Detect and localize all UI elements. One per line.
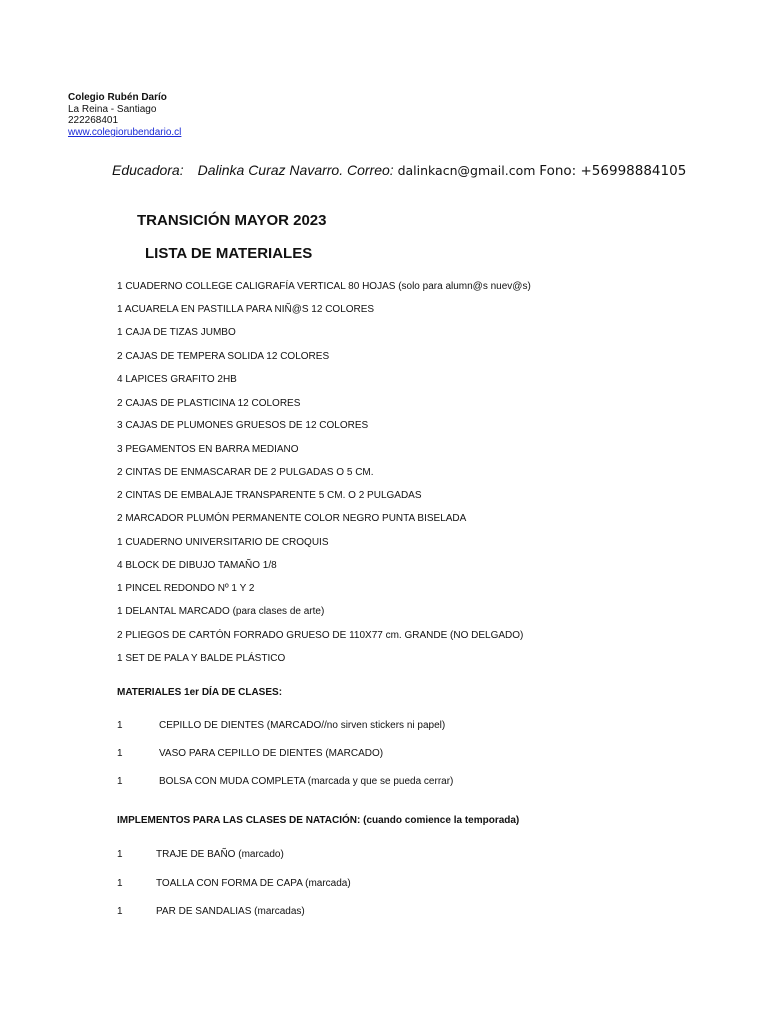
educadora-fono: Fono: +56998884105 (539, 163, 687, 179)
first-day-qty: 1 (117, 720, 123, 731)
first-day-qty: 1 (117, 776, 123, 787)
material-item: 1 CUADERNO UNIVERSITARIO DE CROQUIS (117, 537, 329, 548)
material-item: 2 PLIEGOS DE CARTÓN FORRADO GRUESO DE 110X77 cm. GRANDE (NO DELGADO) (117, 630, 524, 641)
first-day-item: VASO PARA CEPILLO DE DIENTES (MARCADO) (159, 748, 384, 759)
swimming-qty: 1 (117, 906, 123, 917)
material-item: 4 LAPICES GRAFITO 2HB (117, 374, 237, 385)
material-item: 1 SET DE PALA Y BALDE PLÁSTICO (117, 653, 286, 664)
material-item: 1 CUADERNO COLLEGE CALIGRAFÍA VERTICAL 80 HOJAS (solo para alumn@s nuev@s) (117, 281, 531, 292)
material-item: 3 CAJAS DE PLUMONES GRUESOS DE 12 COLORES (117, 420, 369, 431)
educadora-name: Dalinka Curaz Navarro. Correo: (197, 162, 394, 178)
swimming-heading: IMPLEMENTOS PARA LAS CLASES DE NATACIÓN: (cuando comience la temporada) (117, 815, 520, 826)
school-phone: 222268401 (68, 115, 119, 126)
school-name: Colegio Rubén Darío (68, 92, 167, 103)
educadora-line (112, 162, 686, 179)
first-day-item: BOLSA CON MUDA COMPLETA (marcada y que se pueda cerrar) (159, 776, 454, 787)
school-location: La Reina - Santiago (68, 104, 157, 115)
material-item: 1 DELANTAL MARCADO (para clases de arte) (117, 606, 325, 617)
material-item: 2 CAJAS DE TEMPERA SOLIDA 12 COLORES (117, 351, 330, 362)
first-day-heading: MATERIALES 1er DÍA DE CLASES: (117, 687, 283, 698)
document-title: TRANSICIÓN MAYOR 2023 (137, 212, 327, 229)
material-item: 1 ACUARELA EN PASTILLA PARA NIÑ@S 12 COLORES (117, 304, 375, 315)
material-item: 2 CINTAS DE ENMASCARAR DE 2 PULGADAS O 5 CM. (117, 467, 374, 478)
school-website-link[interactable]: www.colegiorubendario.cl (68, 127, 182, 138)
material-item: 2 MARCADOR PLUMÓN PERMANENTE COLOR NEGRO PUNTA BISELADA (117, 513, 467, 524)
swimming-item: TOALLA CON FORMA DE CAPA (marcada) (156, 878, 351, 889)
material-item: 2 CAJAS DE PLASTICINA 12 COLORES (117, 398, 301, 409)
swimming-qty: 1 (117, 849, 123, 860)
educadora-label: Educadora: (112, 162, 184, 178)
swimming-item: TRAJE DE BAÑO (marcado) (156, 849, 284, 860)
material-item: 2 CINTAS DE EMBALAJE TRANSPARENTE 5 CM. O 2 PULGADAS (117, 490, 422, 501)
first-day-item: CEPILLO DE DIENTES (MARCADO//no sirven stickers ni papel) (159, 720, 446, 731)
material-item: 1 PINCEL REDONDO Nº 1 Y 2 (117, 583, 255, 594)
material-item: 3 PEGAMENTOS EN BARRA MEDIANO (117, 444, 299, 455)
first-day-qty: 1 (117, 748, 123, 759)
educadora-email: dalinkacn@gmail.com (397, 163, 536, 178)
document-subtitle: LISTA DE MATERIALES (145, 245, 313, 262)
swimming-qty: 1 (117, 878, 123, 889)
material-item: 4 BLOCK DE DIBUJO TAMAÑO 1/8 (117, 560, 277, 571)
material-item: 1 CAJA DE TIZAS JUMBO (117, 327, 236, 338)
swimming-item: PAR DE SANDALIAS (marcadas) (156, 906, 305, 917)
